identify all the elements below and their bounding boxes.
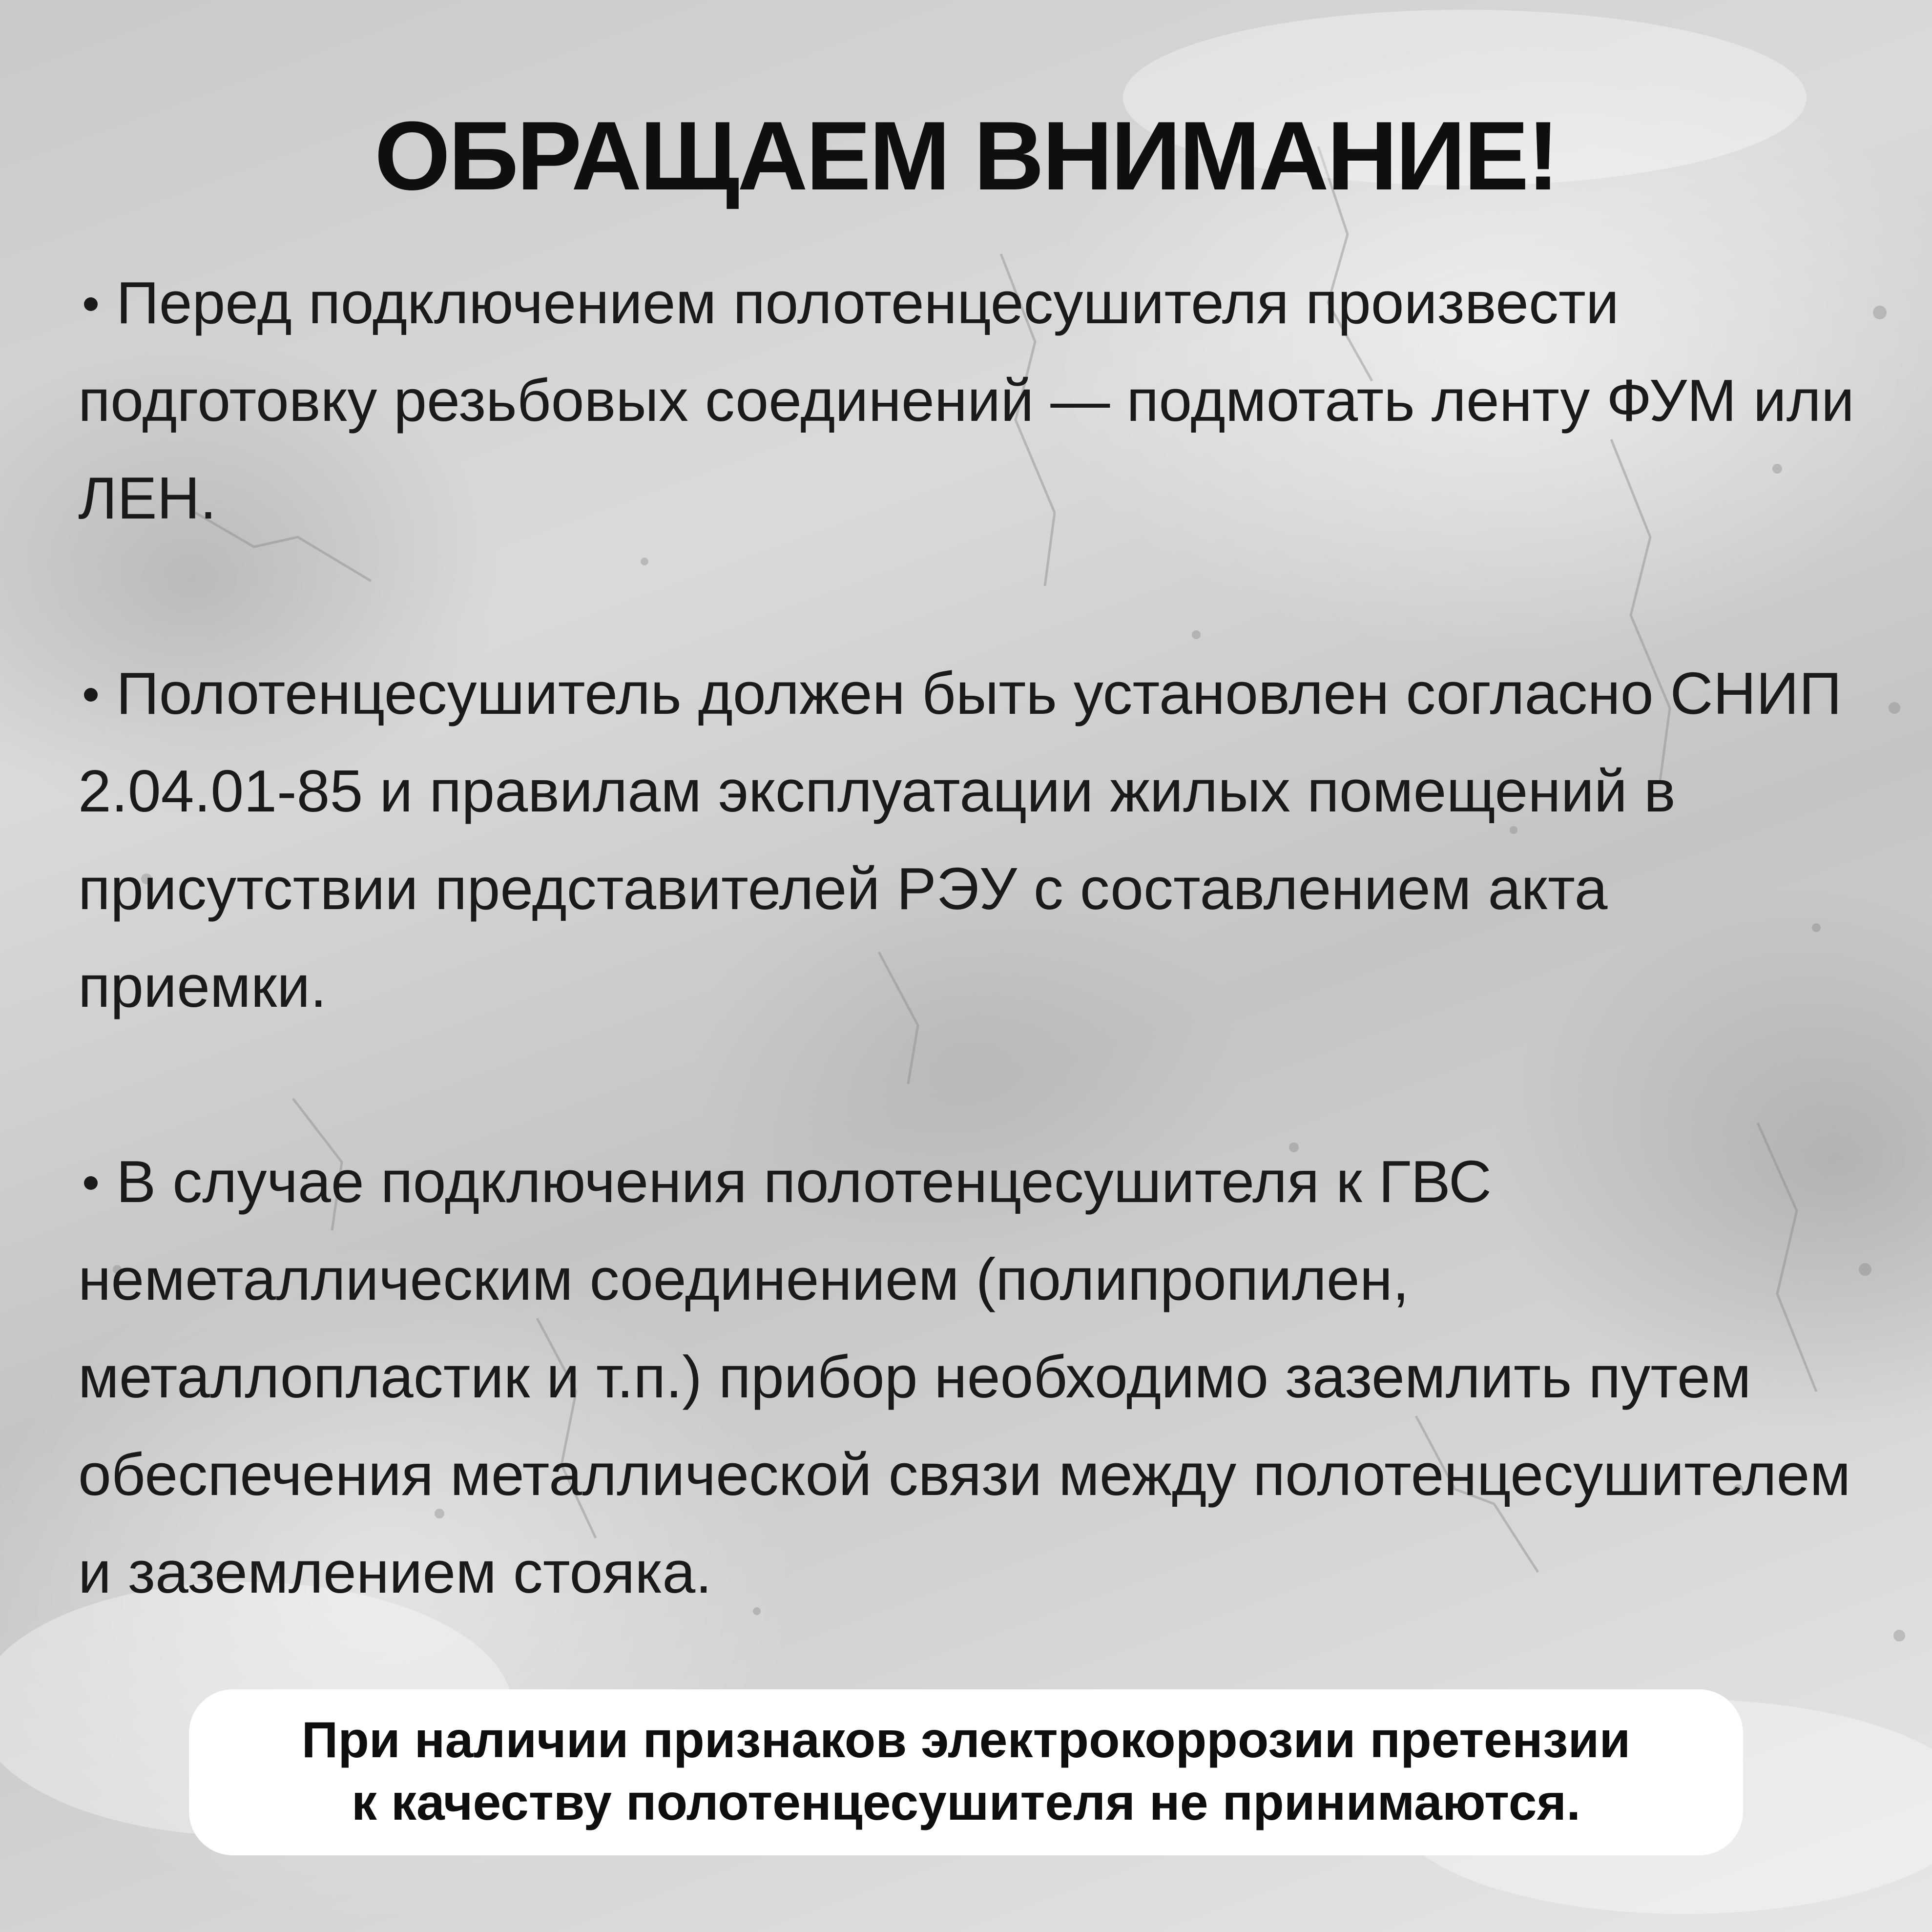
list-item (78, 254, 1860, 547)
warning-notice (189, 1689, 1743, 1855)
list-item (78, 1133, 1860, 1621)
bullet-icon (84, 688, 98, 702)
list-item-text: Полотенцесушитель должен быть установлен согласно СНИП 2.04.01-85 и правилам эксплуатации жилых помещений в присутствии представителей РЭУ с составлением акта приемки. (78, 660, 1842, 1019)
list-item-text: В случае подключения полотенцесушителя к ГВС неметаллическим соединением (полипропилен, металлопластик и т.п.) прибор необходимо заземлить путем обеспечения металлической связи между полотенцесушителем и заземлением стояка. (78, 1148, 1851, 1605)
list-item-text: Перед подключением полотенцесушителя произвести подготовку резьбовых соединений — подмотать ленту ФУМ или ЛЕН. (78, 270, 1855, 531)
notice-line-2: к качеству полотенцесушителя не принимаются. (351, 1774, 1581, 1831)
bullet-icon (84, 1176, 98, 1190)
list-item (78, 644, 1860, 1035)
page-title: ОБРАЩАЕМ ВНИМАНИЕ! (374, 102, 1558, 210)
notice-line-1: При наличии признаков электрокоррозии претензии (301, 1712, 1631, 1768)
bullet-icon (84, 297, 98, 311)
instructions-list (78, 254, 1860, 1621)
